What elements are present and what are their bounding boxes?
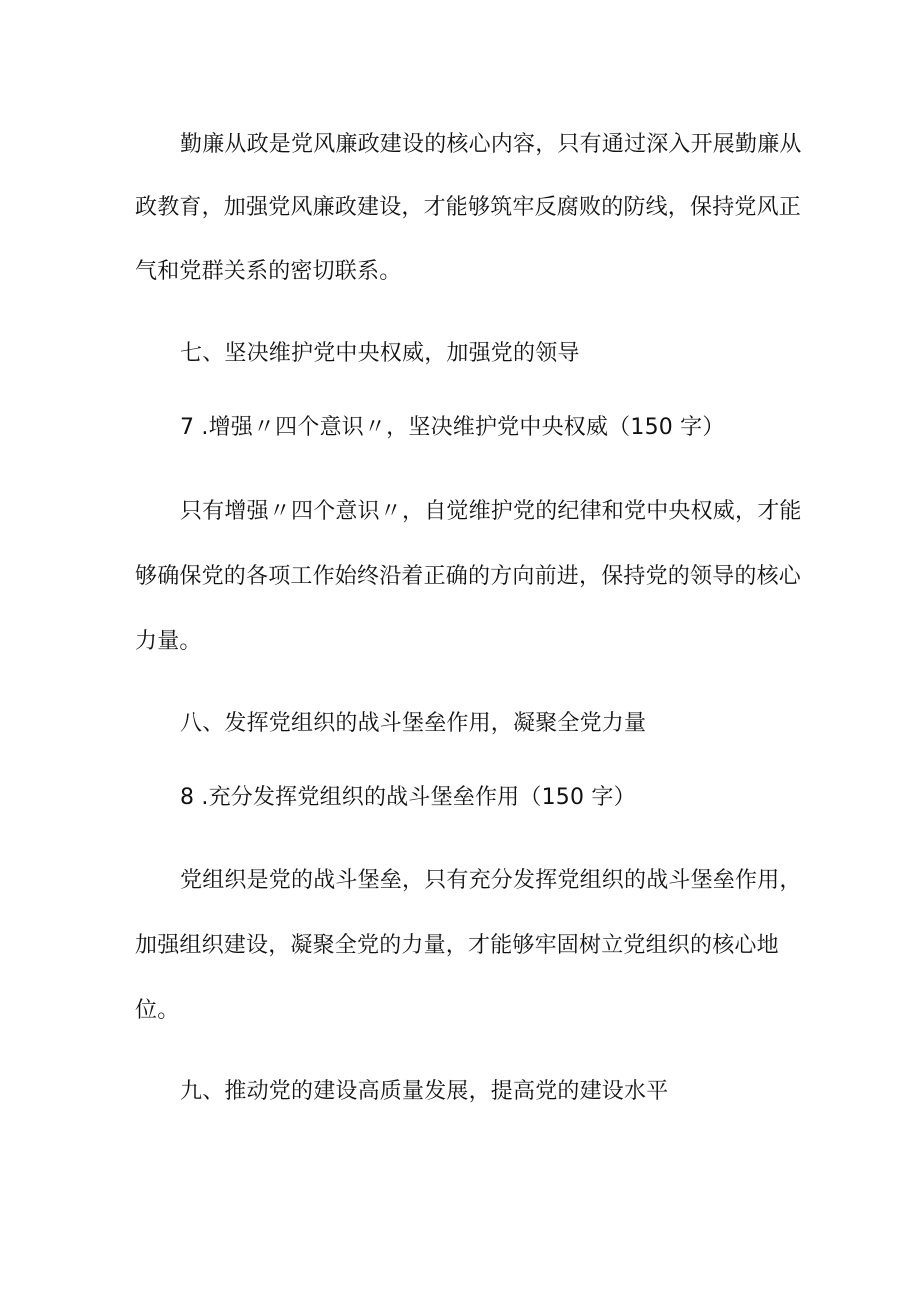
paragraph-line: 政教育，加强党风廉政建设，才能够筑牢反腐败的防线，保持党风正 [135, 195, 802, 220]
paragraph-line: 力量。 [135, 629, 202, 654]
paragraph-line: 气和党群关系的密切联系。 [135, 259, 402, 284]
section-heading: 九、推动党的建设高质量发展，提高党的建设水平 [180, 1079, 669, 1104]
paragraph-line: 加强组织建设，凝聚全党的力量，才能够牢固树立党组织的核心地 [135, 933, 779, 958]
section-heading: 八、发挥党组织的战斗堡垒作用，凝聚全党力量 [180, 711, 647, 736]
paragraph-line: 只有增强〃四个意识〃，自觉维护党的纪律和党中央权威，才能 [180, 499, 802, 524]
paragraph-line: 位。 [135, 998, 180, 1023]
paragraph-line: 勤廉从政是党风廉政建设的核心内容，只有通过深入开展勤廉从 [180, 132, 802, 157]
subsection-heading: 7 .增强〃四个意识〃，坚决维护党中央权威（150 字） [180, 415, 725, 440]
section-heading: 七、坚决维护党中央权威，加强党的领导 [180, 341, 580, 366]
subsection-heading: 8 .充分发挥党组织的战斗堡垒作用（150 字） [180, 785, 636, 810]
paragraph-line: 够确保党的各项工作始终沿着正确的方向前进，保持党的领导的核心 [135, 564, 802, 589]
paragraph-line: 党组织是党的战斗堡垒，只有充分发挥党组织的战斗堡垒作用， [180, 868, 802, 893]
